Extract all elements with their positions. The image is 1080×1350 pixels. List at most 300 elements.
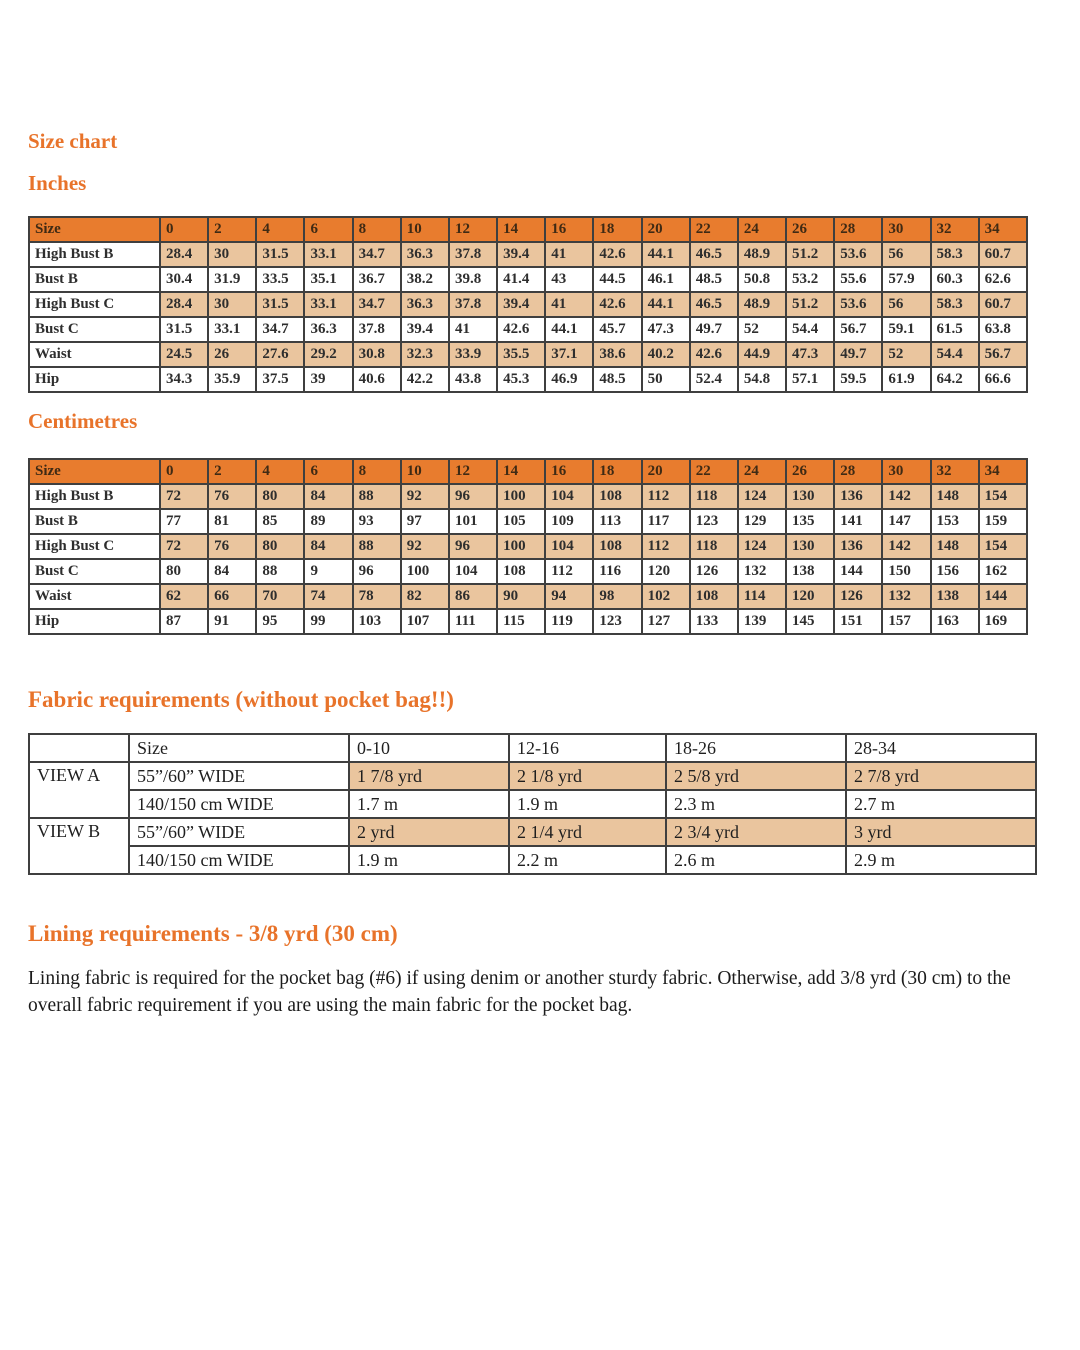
size-column-header: 32 <box>931 459 979 484</box>
size-column-header: 12 <box>449 217 497 242</box>
measurement-value: 38.2 <box>401 267 449 292</box>
measurement-value: 96 <box>449 484 497 509</box>
measurement-value: 49.7 <box>690 317 738 342</box>
size-column-header: 26 <box>786 217 834 242</box>
measurement-value: 112 <box>642 534 690 559</box>
measurement-value: 56.7 <box>834 317 882 342</box>
measurement-label: Bust C <box>29 317 160 342</box>
fabric-column-header: 0-10 <box>349 734 509 762</box>
fabric-amount-value: 2.9 m <box>846 846 1036 874</box>
size-column-header: 2 <box>208 217 256 242</box>
size-header-label: Size <box>29 459 160 484</box>
measurement-value: 64.2 <box>931 367 979 392</box>
measurement-value: 39.4 <box>401 317 449 342</box>
measurement-value: 37.5 <box>256 367 304 392</box>
measurement-value: 74 <box>304 584 352 609</box>
measurement-value: 28.4 <box>160 242 208 267</box>
measurement-value: 72 <box>160 534 208 559</box>
measurement-value: 37.1 <box>545 342 593 367</box>
size-column-header: 26 <box>786 459 834 484</box>
measurement-value: 100 <box>497 534 545 559</box>
measurement-value: 41 <box>545 292 593 317</box>
measurement-value: 40.6 <box>353 367 401 392</box>
measurement-label: Hip <box>29 609 160 634</box>
measurement-value: 84 <box>208 559 256 584</box>
measurement-value: 130 <box>786 534 834 559</box>
size-column-header: 8 <box>353 217 401 242</box>
measurement-label: Waist <box>29 342 160 367</box>
measurement-value: 129 <box>738 509 786 534</box>
measurement-value: 58.3 <box>931 292 979 317</box>
centimetres-size-table <box>28 458 1028 635</box>
measurement-value: 58.3 <box>931 242 979 267</box>
size-column-header: 0 <box>160 217 208 242</box>
measurement-value: 42.6 <box>497 317 545 342</box>
measurement-value: 51.2 <box>786 242 834 267</box>
measurement-value: 39.4 <box>497 292 545 317</box>
measurement-value: 123 <box>593 609 641 634</box>
measurement-value: 60.7 <box>979 242 1027 267</box>
measurement-value: 99 <box>304 609 352 634</box>
size-column-header: 4 <box>256 217 304 242</box>
size-column-header: 28 <box>834 217 882 242</box>
measurement-value: 87 <box>160 609 208 634</box>
measurement-value: 48.9 <box>738 242 786 267</box>
measurement-value: 53.6 <box>834 242 882 267</box>
fabric-column-header: 28-34 <box>846 734 1036 762</box>
measurement-value: 118 <box>690 534 738 559</box>
size-table-row <box>29 242 1027 267</box>
measurement-value: 42.6 <box>690 342 738 367</box>
size-column-header: 6 <box>304 459 352 484</box>
fabric-width-label: 140/150 cm WIDE <box>129 846 349 874</box>
fabric-width-label: 55”/60” WIDE <box>129 762 349 790</box>
measurement-label: Bust C <box>29 559 160 584</box>
measurement-value: 124 <box>738 534 786 559</box>
fabric-amount-value: 2 5/8 yrd <box>666 762 846 790</box>
measurement-value: 148 <box>931 534 979 559</box>
measurement-value: 57.9 <box>882 267 930 292</box>
measurement-value: 46.9 <box>545 367 593 392</box>
measurement-value: 90 <box>497 584 545 609</box>
fabric-amount-value: 1.7 m <box>349 790 509 818</box>
measurement-value: 54.4 <box>931 342 979 367</box>
measurement-value: 36.3 <box>401 242 449 267</box>
measurement-value: 34.7 <box>256 317 304 342</box>
measurement-value: 117 <box>642 509 690 534</box>
measurement-value: 33.9 <box>449 342 497 367</box>
measurement-value: 135 <box>786 509 834 534</box>
measurement-value: 54.8 <box>738 367 786 392</box>
measurement-value: 70 <box>256 584 304 609</box>
measurement-value: 41 <box>449 317 497 342</box>
measurement-value: 59.5 <box>834 367 882 392</box>
size-table-row <box>29 484 1027 509</box>
measurement-value: 108 <box>593 484 641 509</box>
measurement-value: 35.5 <box>497 342 545 367</box>
size-table-row <box>29 317 1027 342</box>
measurement-value: 108 <box>690 584 738 609</box>
measurement-label: Bust B <box>29 267 160 292</box>
measurement-value: 104 <box>545 484 593 509</box>
measurement-value: 111 <box>449 609 497 634</box>
size-column-header: 20 <box>642 459 690 484</box>
measurement-value: 33.1 <box>304 292 352 317</box>
measurement-value: 154 <box>979 484 1027 509</box>
measurement-value: 127 <box>642 609 690 634</box>
measurement-value: 46.5 <box>690 292 738 317</box>
size-table-row <box>29 534 1027 559</box>
measurement-value: 147 <box>882 509 930 534</box>
measurement-value: 39.4 <box>497 242 545 267</box>
measurement-label: High Bust C <box>29 292 160 317</box>
measurement-value: 43.8 <box>449 367 497 392</box>
measurement-value: 27.6 <box>256 342 304 367</box>
measurement-value: 60.7 <box>979 292 1027 317</box>
fabric-width-label: 140/150 cm WIDE <box>129 790 349 818</box>
measurement-value: 104 <box>449 559 497 584</box>
measurement-value: 30 <box>208 242 256 267</box>
measurement-value: 34.7 <box>353 242 401 267</box>
measurement-value: 97 <box>401 509 449 534</box>
measurement-value: 95 <box>256 609 304 634</box>
size-table-row <box>29 559 1027 584</box>
measurement-value: 96 <box>449 534 497 559</box>
measurement-value: 32.3 <box>401 342 449 367</box>
measurement-value: 31.5 <box>256 292 304 317</box>
size-column-header: 8 <box>353 459 401 484</box>
fabric-amount-value: 2.2 m <box>509 846 666 874</box>
measurement-value: 101 <box>449 509 497 534</box>
measurement-value: 89 <box>304 509 352 534</box>
measurement-value: 50 <box>642 367 690 392</box>
measurement-value: 28.4 <box>160 292 208 317</box>
measurement-value: 45.7 <box>593 317 641 342</box>
fabric-amount-value: 2 1/8 yrd <box>509 762 666 790</box>
measurement-value: 47.3 <box>786 342 834 367</box>
measurement-value: 77 <box>160 509 208 534</box>
measurement-value: 86 <box>449 584 497 609</box>
measurement-value: 51.2 <box>786 292 834 317</box>
size-column-header: 32 <box>931 217 979 242</box>
measurement-value: 33.1 <box>208 317 256 342</box>
measurement-value: 34.7 <box>353 292 401 317</box>
measurement-value: 154 <box>979 534 1027 559</box>
measurement-value: 108 <box>497 559 545 584</box>
measurement-value: 88 <box>256 559 304 584</box>
measurement-value: 145 <box>786 609 834 634</box>
measurement-value: 41.4 <box>497 267 545 292</box>
measurement-value: 35.9 <box>208 367 256 392</box>
measurement-value: 96 <box>353 559 401 584</box>
measurement-value: 49.7 <box>834 342 882 367</box>
measurement-value: 30.4 <box>160 267 208 292</box>
measurement-value: 66.6 <box>979 367 1027 392</box>
measurement-value: 157 <box>882 609 930 634</box>
fabric-requirements-table <box>28 733 1037 875</box>
measurement-value: 61.5 <box>931 317 979 342</box>
lining-requirements-heading: Lining requirements - 3/8 yrd (30 cm) <box>28 921 398 947</box>
measurement-value: 76 <box>208 484 256 509</box>
measurement-value: 66 <box>208 584 256 609</box>
measurement-value: 100 <box>497 484 545 509</box>
measurement-value: 59.1 <box>882 317 930 342</box>
measurement-value: 156 <box>931 559 979 584</box>
size-table-row <box>29 292 1027 317</box>
measurement-value: 105 <box>497 509 545 534</box>
measurement-value: 26 <box>208 342 256 367</box>
measurement-value: 142 <box>882 484 930 509</box>
measurement-value: 30.8 <box>353 342 401 367</box>
measurement-label: Hip <box>29 367 160 392</box>
measurement-value: 36.3 <box>401 292 449 317</box>
measurement-value: 37.8 <box>449 242 497 267</box>
measurement-value: 29.2 <box>304 342 352 367</box>
measurement-value: 84 <box>304 484 352 509</box>
measurement-value: 130 <box>786 484 834 509</box>
measurement-value: 100 <box>401 559 449 584</box>
measurement-label: Waist <box>29 584 160 609</box>
fabric-amount-value: 3 yrd <box>846 818 1036 846</box>
fabric-table-row <box>29 762 1036 790</box>
size-column-header: 12 <box>449 459 497 484</box>
measurement-value: 91 <box>208 609 256 634</box>
fabric-amount-value: 1.9 m <box>509 790 666 818</box>
measurement-value: 132 <box>738 559 786 584</box>
measurement-value: 31.5 <box>160 317 208 342</box>
size-column-header: 24 <box>738 459 786 484</box>
measurement-value: 33.5 <box>256 267 304 292</box>
measurement-value: 48.9 <box>738 292 786 317</box>
size-column-header: 30 <box>882 217 930 242</box>
measurement-value: 120 <box>786 584 834 609</box>
size-table-row <box>29 584 1027 609</box>
measurement-value: 52 <box>738 317 786 342</box>
measurement-value: 123 <box>690 509 738 534</box>
size-column-header: 34 <box>979 459 1027 484</box>
measurement-value: 169 <box>979 609 1027 634</box>
measurement-value: 34.3 <box>160 367 208 392</box>
size-column-header: 22 <box>690 217 738 242</box>
measurement-value: 61.9 <box>882 367 930 392</box>
fabric-table-header-row <box>29 734 1036 762</box>
document-page <box>28 0 1036 1019</box>
measurement-value: 80 <box>256 484 304 509</box>
size-table-row <box>29 342 1027 367</box>
measurement-value: 151 <box>834 609 882 634</box>
size-column-header: 18 <box>593 217 641 242</box>
fabric-amount-value: 2 3/4 yrd <box>666 818 846 846</box>
lining-requirements-paragraph: Lining fabric is required for the pocket bag (#6) if using denim or another sturdy fabric. Otherwise, add 3/8 yrd (30 cm) to the overall fabric requirement if you are using the main fabric for the pocket bag. <box>28 968 1011 1017</box>
fabric-amount-value: 2 7/8 yrd <box>846 762 1036 790</box>
fabric-column-header: 18-26 <box>666 734 846 762</box>
measurement-value: 53.6 <box>834 292 882 317</box>
measurement-value: 153 <box>931 509 979 534</box>
measurement-value: 80 <box>160 559 208 584</box>
size-table-row <box>29 509 1027 534</box>
size-table-header-row <box>29 459 1027 484</box>
size-chart-heading: Size chart <box>28 129 118 153</box>
measurement-value: 132 <box>882 584 930 609</box>
measurement-value: 141 <box>834 509 882 534</box>
fabric-amount-value: 2 yrd <box>349 818 509 846</box>
measurement-value: 54.4 <box>786 317 834 342</box>
measurement-value: 62.6 <box>979 267 1027 292</box>
measurement-value: 44.5 <box>593 267 641 292</box>
measurement-value: 72 <box>160 484 208 509</box>
measurement-value: 112 <box>642 484 690 509</box>
fabric-width-label: 55”/60” WIDE <box>129 818 349 846</box>
measurement-value: 144 <box>979 584 1027 609</box>
measurement-label: High Bust B <box>29 484 160 509</box>
fabric-amount-value: 1 7/8 yrd <box>349 762 509 790</box>
measurement-value: 119 <box>545 609 593 634</box>
measurement-value: 112 <box>545 559 593 584</box>
measurement-value: 9 <box>304 559 352 584</box>
measurement-value: 30 <box>208 292 256 317</box>
measurement-value: 92 <box>401 484 449 509</box>
measurement-value: 45.3 <box>497 367 545 392</box>
size-table-row <box>29 609 1027 634</box>
measurement-value: 138 <box>786 559 834 584</box>
measurement-value: 113 <box>593 509 641 534</box>
measurement-value: 43 <box>545 267 593 292</box>
measurement-value: 42.6 <box>593 242 641 267</box>
measurement-value: 126 <box>690 559 738 584</box>
measurement-value: 57.1 <box>786 367 834 392</box>
measurement-label: High Bust C <box>29 534 160 559</box>
size-column-header: 0 <box>160 459 208 484</box>
size-column-header: 30 <box>882 459 930 484</box>
measurement-value: 136 <box>834 484 882 509</box>
fabric-column-header: Size <box>129 734 349 762</box>
measurement-value: 36.7 <box>353 267 401 292</box>
measurement-value: 60.3 <box>931 267 979 292</box>
size-header-label: Size <box>29 217 160 242</box>
measurement-value: 56.7 <box>979 342 1027 367</box>
measurement-value: 88 <box>353 534 401 559</box>
measurement-value: 103 <box>353 609 401 634</box>
view-label: VIEW A <box>29 762 129 818</box>
size-column-header: 10 <box>401 217 449 242</box>
measurement-value: 126 <box>834 584 882 609</box>
measurement-value: 93 <box>353 509 401 534</box>
measurement-value: 81 <box>208 509 256 534</box>
measurement-value: 82 <box>401 584 449 609</box>
measurement-value: 144 <box>834 559 882 584</box>
measurement-value: 52 <box>882 342 930 367</box>
measurement-value: 138 <box>931 584 979 609</box>
measurement-value: 85 <box>256 509 304 534</box>
measurement-value: 48.5 <box>690 267 738 292</box>
fabric-amount-value: 2.6 m <box>666 846 846 874</box>
measurement-value: 46.1 <box>642 267 690 292</box>
measurement-value: 133 <box>690 609 738 634</box>
size-column-header: 6 <box>304 217 352 242</box>
measurement-value: 139 <box>738 609 786 634</box>
fabric-table-row <box>29 846 1036 874</box>
fabric-column-header <box>29 734 129 762</box>
size-column-header: 22 <box>690 459 738 484</box>
measurement-value: 47.3 <box>642 317 690 342</box>
measurement-value: 36.3 <box>304 317 352 342</box>
size-column-header: 24 <box>738 217 786 242</box>
measurement-value: 162 <box>979 559 1027 584</box>
measurement-value: 108 <box>593 534 641 559</box>
fabric-column-header: 12-16 <box>509 734 666 762</box>
measurement-value: 52.4 <box>690 367 738 392</box>
measurement-value: 159 <box>979 509 1027 534</box>
measurement-value: 24.5 <box>160 342 208 367</box>
measurement-value: 102 <box>642 584 690 609</box>
inches-heading: Inches <box>28 171 87 196</box>
size-column-header: 18 <box>593 459 641 484</box>
measurement-value: 56 <box>882 242 930 267</box>
size-column-header: 34 <box>979 217 1027 242</box>
measurement-value: 44.9 <box>738 342 786 367</box>
measurement-value: 124 <box>738 484 786 509</box>
measurement-value: 48.5 <box>593 367 641 392</box>
fabric-amount-value: 1.9 m <box>349 846 509 874</box>
measurement-value: 37.8 <box>449 292 497 317</box>
inches-size-table <box>28 216 1028 393</box>
measurement-value: 39 <box>304 367 352 392</box>
size-table-row <box>29 367 1027 392</box>
measurement-value: 53.2 <box>786 267 834 292</box>
fabric-table-row <box>29 790 1036 818</box>
measurement-value: 98 <box>593 584 641 609</box>
measurement-value: 35.1 <box>304 267 352 292</box>
measurement-value: 88 <box>353 484 401 509</box>
fabric-table-row <box>29 818 1036 846</box>
size-column-header: 20 <box>642 217 690 242</box>
centimetres-heading: Centimetres <box>28 409 138 434</box>
measurement-value: 104 <box>545 534 593 559</box>
measurement-value: 142 <box>882 534 930 559</box>
measurement-value: 42.6 <box>593 292 641 317</box>
fabric-requirements-heading: Fabric requirements (without pocket bag!!) <box>28 687 454 713</box>
size-table-row <box>29 267 1027 292</box>
measurement-value: 31.5 <box>256 242 304 267</box>
measurement-value: 56 <box>882 292 930 317</box>
measurement-value: 44.1 <box>545 317 593 342</box>
measurement-value: 63.8 <box>979 317 1027 342</box>
measurement-value: 120 <box>642 559 690 584</box>
measurement-value: 46.5 <box>690 242 738 267</box>
measurement-value: 40.2 <box>642 342 690 367</box>
measurement-value: 42.2 <box>401 367 449 392</box>
view-label: VIEW B <box>29 818 129 874</box>
measurement-value: 116 <box>593 559 641 584</box>
size-column-header: 14 <box>497 217 545 242</box>
measurement-value: 31.9 <box>208 267 256 292</box>
measurement-value: 37.8 <box>353 317 401 342</box>
measurement-value: 109 <box>545 509 593 534</box>
size-table-header-row <box>29 217 1027 242</box>
measurement-value: 80 <box>256 534 304 559</box>
measurement-value: 118 <box>690 484 738 509</box>
measurement-value: 62 <box>160 584 208 609</box>
measurement-value: 76 <box>208 534 256 559</box>
measurement-value: 115 <box>497 609 545 634</box>
measurement-label: High Bust B <box>29 242 160 267</box>
measurement-value: 50.8 <box>738 267 786 292</box>
size-column-header: 16 <box>545 459 593 484</box>
measurement-value: 84 <box>304 534 352 559</box>
measurement-value: 163 <box>931 609 979 634</box>
measurement-value: 38.6 <box>593 342 641 367</box>
size-column-header: 4 <box>256 459 304 484</box>
